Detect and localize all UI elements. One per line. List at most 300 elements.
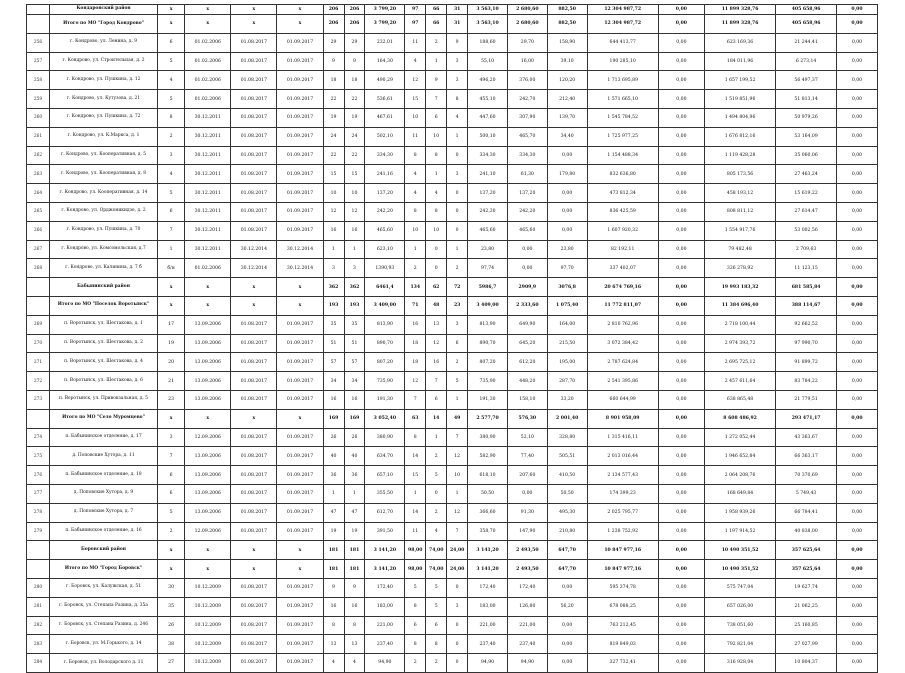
table-cell: 21 244,41	[776, 33, 837, 52]
table-cell: 1	[323, 240, 344, 259]
table-cell: 467,61	[365, 108, 405, 127]
table-cell: 183,00	[365, 597, 405, 616]
table-cell: 35	[323, 315, 344, 334]
table-cell: 11	[405, 127, 426, 146]
table-cell: 3 563,10	[468, 5, 508, 15]
table-cell: 327 732,41	[587, 654, 658, 673]
table-cell: 55,10	[468, 52, 508, 71]
table-cell: 3 409,00	[468, 296, 508, 315]
table-cell: 657 026,00	[704, 597, 775, 616]
table-cell: 01.09.2017	[277, 334, 323, 353]
table-cell: 16	[426, 353, 447, 372]
table-cell: 623,10	[365, 240, 405, 259]
table-cell: 195,00	[547, 353, 587, 372]
table-cell: x	[185, 15, 231, 34]
table-cell: 813,90	[365, 315, 405, 334]
table-cell: 01.02.2006	[185, 90, 231, 109]
table-cell: 7	[447, 428, 468, 447]
table-row	[27, 202, 878, 221]
table-row	[27, 315, 878, 334]
table-cell: 500,10	[468, 127, 508, 146]
row-number-cell: 265	[27, 202, 50, 221]
table-cell: 2 718 100,44	[704, 315, 775, 334]
table-cell: 0,00	[836, 221, 877, 240]
table-cell: 66 784,41	[776, 503, 837, 522]
table-cell: 29	[344, 33, 365, 52]
row-number-cell	[27, 296, 50, 315]
table-cell: 18	[405, 353, 426, 372]
table-cell: 2	[405, 259, 426, 278]
table-cell: 01.08.2017	[231, 484, 277, 503]
table-cell: 1 725 977,25	[587, 127, 658, 146]
table-cell: 237,40	[507, 635, 547, 654]
table-cell: 4	[405, 52, 426, 71]
table-cell: 3	[447, 315, 468, 334]
table-cell: 0,00	[507, 240, 547, 259]
table-cell: 1 657 199,52	[704, 71, 775, 90]
address-cell: г. Кондрово, ул. К.Маркса, д. 1	[50, 127, 158, 146]
table-cell: 01.09.2017	[277, 522, 323, 541]
table-cell: 5	[426, 597, 447, 616]
address-cell: г. Боровск, ул. Володарского д. 11	[50, 654, 158, 673]
table-cell: 7	[157, 447, 184, 466]
table-cell: 1 197 914,52	[704, 522, 775, 541]
table-cell: 4	[344, 654, 365, 673]
table-cell: 0	[447, 654, 468, 673]
table-cell: 242,20	[468, 202, 508, 221]
table-row	[27, 597, 878, 616]
table-cell: 19	[157, 334, 184, 353]
table-cell: 13	[426, 315, 447, 334]
table-cell: 1 519 851,96	[704, 90, 775, 109]
table-subtotal-row	[27, 278, 878, 297]
table-cell: 66	[426, 5, 447, 15]
row-number-cell: 256	[27, 33, 50, 52]
table-cell: 31	[447, 15, 468, 34]
table-cell: 0,00	[836, 466, 877, 485]
table-cell: 0,00	[658, 560, 704, 579]
table-cell: 3 141,20	[468, 541, 508, 560]
table-cell: 2	[157, 127, 184, 146]
table-cell: 3 141,20	[468, 560, 508, 579]
table-cell: 206	[323, 15, 344, 34]
row-number-cell: 259	[27, 90, 50, 109]
table-cell: 22	[323, 146, 344, 165]
table-cell: 1	[157, 240, 184, 259]
table-cell: 172,40	[468, 578, 508, 597]
table-cell: 01.09.2017	[277, 33, 323, 52]
table-cell: 334,30	[365, 146, 405, 165]
table-cell: 01.09.2017	[277, 654, 323, 673]
table-cell: x	[231, 5, 277, 15]
table-cell: 334,30	[468, 146, 508, 165]
table-cell: 447,60	[468, 108, 508, 127]
table-cell: 51	[323, 334, 344, 353]
table-cell: 01.08.2017	[231, 654, 277, 673]
table-cell: 241,10	[468, 165, 508, 184]
table-cell: 12	[405, 71, 426, 90]
table-cell: 2	[447, 353, 468, 372]
table-cell: 33,20	[547, 390, 587, 409]
table-cell: 206	[344, 15, 365, 34]
table-cell: 0,00	[547, 146, 587, 165]
table-cell: 57	[344, 353, 365, 372]
table-cell: 16	[344, 221, 365, 240]
table-cell: 21	[157, 372, 184, 391]
table-cell: 376,00	[507, 71, 547, 90]
table-cell: 13.09.2006	[185, 353, 231, 372]
table-cell: 01.08.2017	[231, 372, 277, 391]
table-cell: 3 799,20	[365, 5, 405, 15]
table-cell: 8	[426, 635, 447, 654]
table-cell: x	[185, 560, 231, 579]
table-cell: 14	[426, 409, 447, 428]
table-cell: 191,30	[365, 390, 405, 409]
row-number-cell: 284	[27, 654, 50, 673]
table-cell: 0	[447, 616, 468, 635]
row-number-cell: 277	[27, 484, 50, 503]
table-cell: 01.02.2006	[185, 259, 231, 278]
table-cell: 10 847 977,16	[587, 541, 658, 560]
table-cell: 19	[323, 522, 344, 541]
table-cell: x	[185, 409, 231, 428]
table-cell: 01.08.2017	[231, 635, 277, 654]
table-cell: 0,00	[836, 90, 877, 109]
table-cell: 2 709,63	[776, 240, 837, 259]
table-cell: 15	[405, 90, 426, 109]
table-cell: 0,00	[836, 390, 877, 409]
table-cell: 1 238 752,92	[587, 522, 658, 541]
row-number-cell	[27, 5, 50, 15]
table-cell: 01.09.2017	[277, 372, 323, 391]
row-number-cell: 258	[27, 71, 50, 90]
table-cell: 0,00	[547, 221, 587, 240]
table-cell: 01.08.2017	[231, 184, 277, 203]
table-cell: 380,90	[365, 428, 405, 447]
table-cell: 10	[426, 127, 447, 146]
table-cell: x	[185, 5, 231, 15]
table-cell: 0,00	[547, 635, 587, 654]
table-row	[27, 184, 878, 203]
table-cell: 12	[447, 503, 468, 522]
table-cell: 19 993 183,32	[704, 278, 775, 297]
table-cell: 4	[426, 184, 447, 203]
table-cell: 3	[344, 259, 365, 278]
table-cell: 5	[447, 372, 468, 391]
table-cell: 8 901 958,09	[587, 409, 658, 428]
table-cell: 01.08.2017	[231, 466, 277, 485]
table-cell: 4	[447, 108, 468, 127]
table-cell: 179,80	[547, 165, 587, 184]
table-cell: 40	[323, 447, 344, 466]
row-number-cell: 257	[27, 52, 50, 71]
table-cell: 0	[447, 221, 468, 240]
table-cell: 0,00	[836, 428, 877, 447]
table-cell: 51	[344, 334, 365, 353]
table-cell: 12 304 987,72	[587, 5, 658, 15]
table-cell: 01.08.2017	[231, 428, 277, 447]
table-cell: 0	[426, 240, 447, 259]
table-cell: 50,50	[468, 484, 508, 503]
table-cell: 890,70	[365, 334, 405, 353]
table-cell: 495,30	[547, 503, 587, 522]
row-number-cell: 276	[27, 466, 50, 485]
table-cell: 0,00	[836, 184, 877, 203]
table-cell: 01.09.2017	[277, 184, 323, 203]
table-cell: 0,00	[836, 541, 877, 560]
table-cell: 465,60	[507, 221, 547, 240]
table-cell: 27	[157, 654, 184, 673]
table-cell: 51 813,14	[776, 90, 837, 109]
table-cell: 01.09.2017	[277, 146, 323, 165]
table-cell: 01.09.2017	[277, 466, 323, 485]
table-cell: 242,70	[507, 90, 547, 109]
address-cell: Бабынинский район	[50, 278, 158, 297]
table-cell: 27 463,24	[776, 165, 837, 184]
table-cell: 01.09.2017	[277, 597, 323, 616]
row-number-cell: 261	[27, 127, 50, 146]
table-cell: 53 164,09	[776, 127, 837, 146]
table-cell: 01.08.2017	[231, 108, 277, 127]
table-cell: 01.08.2017	[231, 165, 277, 184]
table-cell: 14	[405, 447, 426, 466]
table-cell: 30	[157, 578, 184, 597]
table-cell: 2 577,70	[468, 409, 508, 428]
table-cell: 20 674 769,16	[587, 278, 658, 297]
table-cell: 3	[157, 428, 184, 447]
table-cell: 120,20	[547, 71, 587, 90]
row-number-cell: 274	[27, 428, 50, 447]
table-cell: 405 658,96	[776, 5, 837, 15]
table-cell: 582,90	[468, 447, 508, 466]
table-cell: 9	[323, 52, 344, 71]
table-cell: 8 608 486,92	[704, 409, 775, 428]
table-subtotal-row	[27, 15, 878, 34]
table-cell: 3	[157, 146, 184, 165]
table-cell: 53 002,56	[776, 221, 837, 240]
table-cell: 01.09.2017	[277, 90, 323, 109]
table-cell: 01.09.2017	[277, 635, 323, 654]
table-cell: 24,00	[447, 541, 468, 560]
table-cell: 3 141,20	[365, 560, 405, 579]
table-cell: 3	[447, 71, 468, 90]
table-cell: 0,00	[658, 390, 704, 409]
table-cell: 13.09.2006	[185, 390, 231, 409]
table-cell: 8	[323, 616, 344, 635]
table-cell: 82 192,11	[587, 240, 658, 259]
table-cell: 10 804,37	[776, 654, 837, 673]
address-cell: п. Бабынинское отделение, д. 17	[50, 428, 158, 447]
table-cell: 181	[323, 541, 344, 560]
table-cell: 763 212,45	[587, 616, 658, 635]
table-cell: 164,30	[365, 52, 405, 71]
table-cell: 8	[405, 635, 426, 654]
table-cell: 455,10	[468, 90, 508, 109]
table-cell: 11 772 811,07	[587, 296, 658, 315]
table-cell: 01.08.2017	[231, 353, 277, 372]
table-cell: 735,90	[468, 372, 508, 391]
table-cell: 01.09.2017	[277, 503, 323, 522]
table-cell: 326 278,92	[704, 259, 775, 278]
table-cell: 6	[157, 466, 184, 485]
table-cell: 0,00	[658, 484, 704, 503]
table-cell: 1 545 784,52	[587, 108, 658, 127]
table-cell: 0,00	[658, 127, 704, 146]
table-cell: 807,20	[468, 353, 508, 372]
table-cell: 0,00	[836, 447, 877, 466]
table-cell: 10	[405, 108, 426, 127]
table-cell: 30.12.2011	[185, 221, 231, 240]
table-cell: 94,90	[365, 654, 405, 673]
table-cell: 01.02.2006	[185, 71, 231, 90]
table-cell: 0,00	[547, 654, 587, 673]
table-cell: 2	[426, 447, 447, 466]
table-cell: 8	[426, 202, 447, 221]
table-cell: 30.12.2011	[185, 127, 231, 146]
table-cell: 21 779,51	[776, 390, 837, 409]
table-cell: 0,00	[658, 466, 704, 485]
table-cell: 334,30	[507, 146, 547, 165]
table-cell: 2 493,50	[507, 541, 547, 560]
table-cell: 169	[344, 409, 365, 428]
row-number-cell: 273	[27, 390, 50, 409]
table-cell: 20	[157, 353, 184, 372]
table-cell: x	[277, 15, 323, 34]
table-row	[27, 259, 878, 278]
table-cell: 0,00	[547, 184, 587, 203]
table-cell: 1 676 812,16	[704, 127, 775, 146]
table-cell: 576,30	[507, 409, 547, 428]
table-cell: 12	[426, 334, 447, 353]
table-cell: 0,00	[658, 597, 704, 616]
table-cell: 2 974 393,72	[704, 334, 775, 353]
table-cell: 206	[323, 5, 344, 15]
table-cell: 63	[405, 409, 426, 428]
table-cell: 97,70	[547, 259, 587, 278]
table-cell: 6	[157, 484, 184, 503]
table-cell: x	[157, 15, 184, 34]
table-cell: 738 051,60	[704, 616, 775, 635]
address-cell: г. Кондрово, ул. Кутузова, д. 21	[50, 90, 158, 109]
table-cell: 1	[447, 484, 468, 503]
table-cell: 01.08.2017	[231, 390, 277, 409]
table-cell: 181	[344, 560, 365, 579]
address-cell: г. Кондрово, ул. Калинина, д. 7 б	[50, 259, 158, 278]
table-row	[27, 108, 878, 127]
table-cell: 0,00	[658, 334, 704, 353]
row-number-cell	[27, 560, 50, 579]
table-subtotal-row	[27, 541, 878, 560]
address-cell: п. Воротынск, ул. Шестакова, д. 1	[50, 315, 158, 334]
table-cell: x	[277, 541, 323, 560]
table-cell: 1 272 052,44	[704, 428, 775, 447]
table-cell: 13.09.2006	[185, 334, 231, 353]
table-cell: 01.08.2017	[231, 202, 277, 221]
table-cell: 0,00	[836, 616, 877, 635]
table-cell: 24	[344, 127, 365, 146]
table-cell: 448,20	[507, 372, 547, 391]
table-cell: 23	[447, 296, 468, 315]
table-row	[27, 71, 878, 90]
table-cell: 11 899 328,76	[704, 15, 775, 34]
table-cell: 1 713 695,89	[587, 71, 658, 90]
table-cell: 6	[426, 616, 447, 635]
table-cell: 10.12.2009	[185, 635, 231, 654]
table-cell: 1	[323, 484, 344, 503]
table-cell: 0	[447, 635, 468, 654]
table-cell: 57	[323, 353, 344, 372]
table-cell: 792 821,04	[704, 635, 775, 654]
table-cell: 13	[344, 635, 365, 654]
table-cell: 1 607 920,32	[587, 221, 658, 240]
table-cell: 0,00	[658, 184, 704, 203]
table-cell: 169	[323, 409, 344, 428]
table-cell: 681 585,84	[776, 278, 837, 297]
table-cell: 647,70	[547, 541, 587, 560]
table-cell: 0,00	[836, 635, 877, 654]
table-cell: x	[231, 560, 277, 579]
table-cell: 0,00	[836, 71, 877, 90]
table-cell: 465,60	[365, 221, 405, 240]
table-cell: 2 001,40	[547, 409, 587, 428]
table-cell: 1 571 665,10	[587, 90, 658, 109]
table-cell: 15	[405, 466, 426, 485]
table-cell: 0,00	[658, 221, 704, 240]
address-cell: г. Кондрово, ул. Строительная, д. 2	[50, 52, 158, 71]
table-cell: 22	[323, 90, 344, 109]
table-cell: 3 072 384,42	[587, 334, 658, 353]
table-cell: 819 849,03	[587, 635, 658, 654]
table-cell: 2 680,60	[507, 15, 547, 34]
table-cell: 11 384 696,40	[704, 296, 775, 315]
table-cell: 0	[447, 578, 468, 597]
table-cell: 6 273,14	[776, 52, 837, 71]
table-cell: 15	[323, 165, 344, 184]
table-cell: 18	[344, 71, 365, 90]
table-body	[27, 5, 878, 673]
table-cell: 0,00	[658, 503, 704, 522]
table-cell: 0,00	[836, 315, 877, 334]
table-cell: 10	[426, 221, 447, 240]
table-cell: 30.12.2011	[185, 240, 231, 259]
table-cell: 62	[426, 278, 447, 297]
table-row	[27, 90, 878, 109]
table-cell: 0,00	[836, 372, 877, 391]
table-cell: 0,00	[658, 165, 704, 184]
table-cell: 0,00	[658, 71, 704, 90]
table-cell: 147,90	[507, 522, 547, 541]
table-cell: 0,00	[658, 372, 704, 391]
table-cell: 193	[344, 296, 365, 315]
table-cell: 612,20	[507, 353, 547, 372]
table-row	[27, 466, 878, 485]
table-cell: 66 363,17	[776, 447, 837, 466]
table-cell: 50,50	[547, 484, 587, 503]
table-cell: 5	[405, 578, 426, 597]
table-cell: 66	[426, 15, 447, 34]
table-cell: 612,70	[365, 503, 405, 522]
address-cell: Итого по МО "Поселок Воротынск"	[50, 296, 158, 315]
table-cell: x	[277, 5, 323, 15]
address-cell: п. Воротынск, ул. Шестакова, д. 6	[50, 372, 158, 391]
table-cell: 01.09.2017	[277, 165, 323, 184]
address-cell: г. Кондрово, ул. Пушкина, д. 12	[50, 71, 158, 90]
table-cell: 0	[447, 184, 468, 203]
table-cell: 391,50	[365, 522, 405, 541]
table-cell: 2	[426, 503, 447, 522]
table-cell: 1 946 652,84	[704, 447, 775, 466]
table-cell: 6	[426, 390, 447, 409]
